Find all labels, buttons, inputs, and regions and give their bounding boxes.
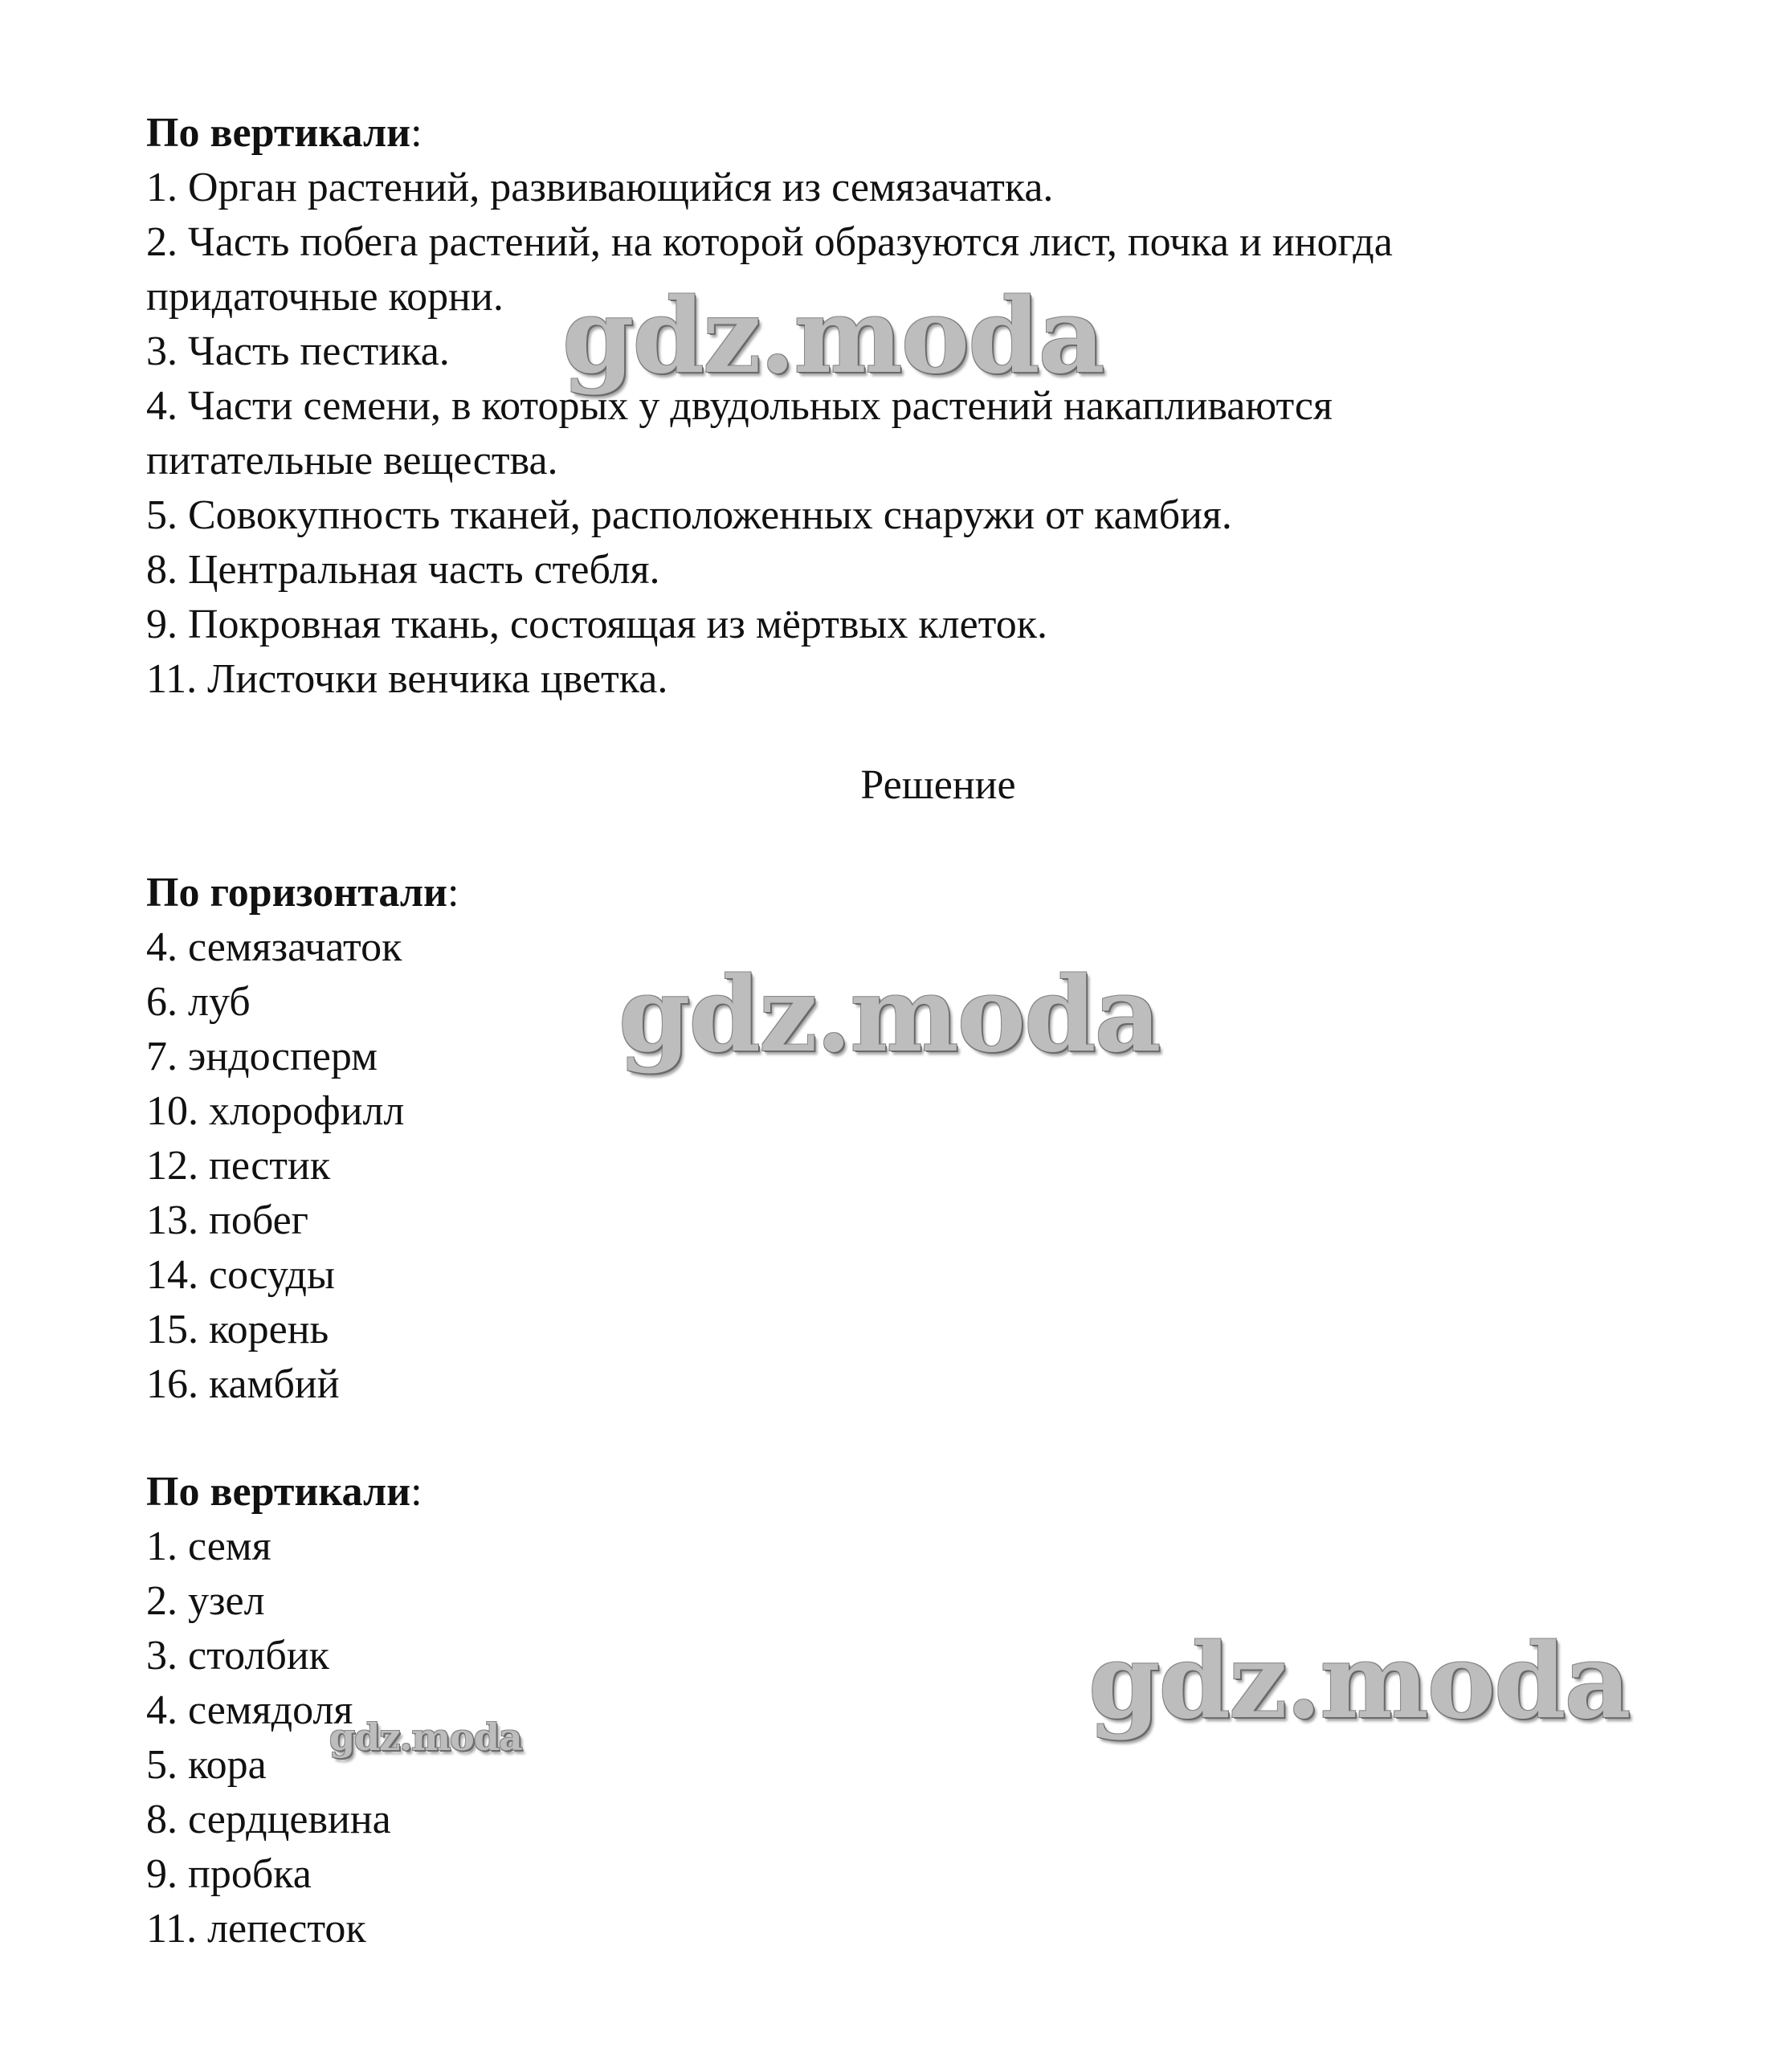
- list-item: 1. семя: [146, 1524, 271, 1569]
- list-item: 5. кора: [146, 1742, 267, 1788]
- horizontal-answers-heading: [146, 866, 1672, 920]
- list-item: 3. столбик: [146, 1633, 329, 1679]
- spacer: [146, 1412, 1672, 1465]
- list-item: 2. узел: [146, 1578, 265, 1624]
- list-item: 3. Часть пестика.: [146, 328, 450, 374]
- vertical-answers-heading: [146, 1465, 1672, 1520]
- list-item: 9. Покровная ткань, состоящая из мёртвых клеток.: [146, 602, 1047, 647]
- spacer: [146, 707, 1672, 758]
- list-item: 6. луб: [146, 979, 251, 1025]
- list-item: 7. эндосперм: [146, 1034, 378, 1079]
- list-item: 14. сосуды: [146, 1252, 335, 1298]
- list-item: 11. Листочки венчика цветка.: [146, 656, 668, 702]
- list-item: 9. пробка: [146, 1851, 312, 1897]
- list-item: 11. лепесток: [146, 1906, 366, 1952]
- watermark: gdz.moda: [1088, 1622, 1630, 1742]
- list-item: 8. сердцевина: [146, 1797, 391, 1842]
- list-item: 5. Совокупность тканей, расположенных снаружи от камбия.: [146, 492, 1232, 538]
- list-item: придаточные корни.: [146, 274, 504, 320]
- list-item: питательные вещества.: [146, 438, 558, 483]
- list-item: 4. семязачаток: [146, 924, 402, 970]
- watermark: gdz.moda: [618, 955, 1160, 1075]
- list-item: 16. камбий: [146, 1361, 340, 1407]
- watermark: gdz.moda: [329, 1716, 522, 1759]
- vertical-questions-heading-text: По вертикали: [146, 110, 411, 156]
- list-item: 15. корень: [146, 1307, 329, 1352]
- watermark: gdz.moda: [562, 276, 1104, 397]
- solution-title: Решение: [860, 762, 1016, 808]
- heading-colon: :: [410, 1469, 422, 1515]
- spacer: [146, 813, 1672, 866]
- vertical-answers-heading-text: По вертикали: [146, 1469, 411, 1515]
- list-item: 8. Центральная часть стебля.: [146, 547, 660, 593]
- list-item: 10. хлорофилл: [146, 1088, 405, 1134]
- vertical-questions-list: [146, 161, 1672, 707]
- list-item: 13. побег: [146, 1197, 309, 1243]
- list-item: 1. Орган растений, развивающийся из семязачатка.: [146, 165, 1054, 210]
- vertical-questions-heading: [146, 106, 1672, 161]
- heading-colon: :: [447, 870, 459, 916]
- horizontal-answers-heading-text: По горизонтали: [146, 870, 447, 916]
- list-item: 2. Часть побега растений, на которой образуются лист, почка и иногда: [146, 219, 1393, 265]
- document-page: [146, 106, 1672, 1956]
- vertical-answers-list: [146, 1520, 1672, 1956]
- list-item: 4. Части семени, в которых у двудольных растений накапливаются: [146, 383, 1333, 429]
- list-item: 12. пестик: [146, 1143, 331, 1189]
- list-item: 4. семядоля: [146, 1687, 353, 1733]
- horizontal-answers-list: [146, 920, 1672, 1412]
- heading-colon: :: [410, 110, 422, 156]
